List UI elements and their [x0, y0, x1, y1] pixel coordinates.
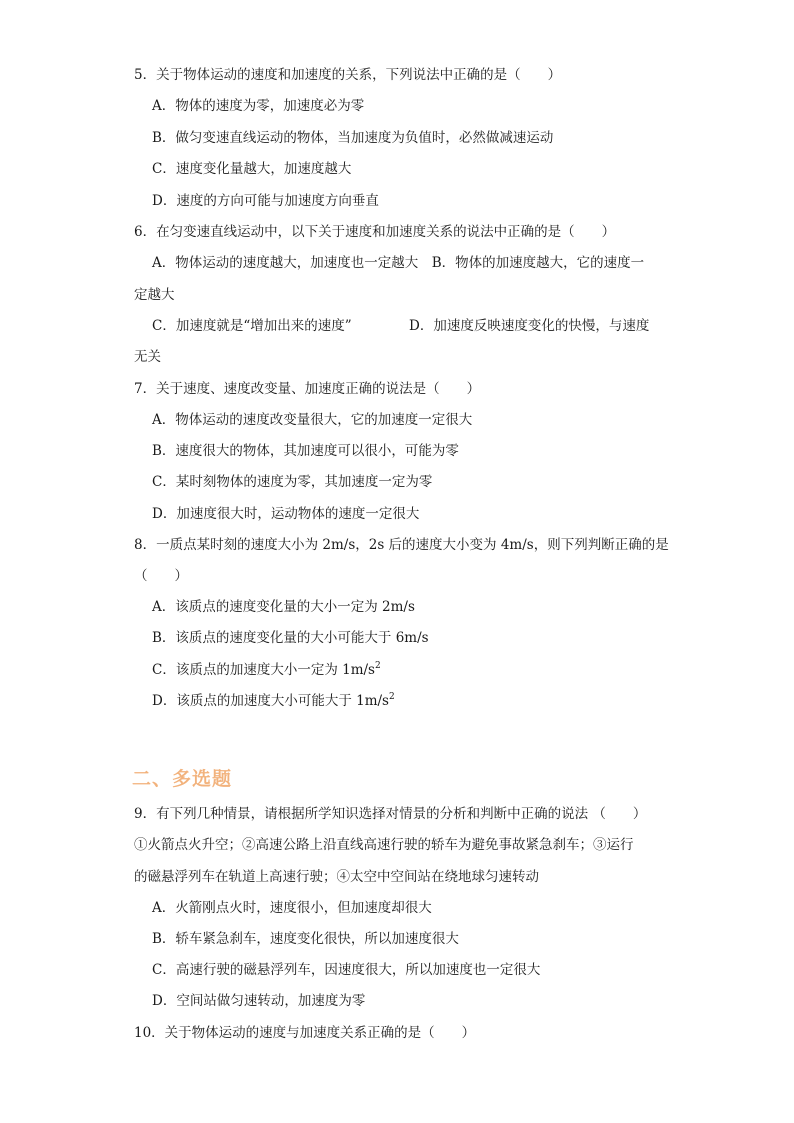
question-7-stem: 7．关于速度、速度改变量、加速度正确的说法是（ ）	[134, 381, 481, 397]
question-6-options-ab-continued: 定越大	[134, 287, 175, 303]
question-10-stem: 10．关于物体运动的速度与加速度关系正确的是（ ）	[134, 1025, 476, 1041]
question-7-option-c: C．某时刻物体的速度为零，其加速度一定为零	[152, 474, 433, 490]
question-9-option-a: A．火箭刚点火时，速度很小，但加速度却很大	[152, 900, 432, 916]
superscript: 2	[375, 661, 381, 671]
question-7-option-d: D．加速度很大时，运动物体的速度一定很大	[152, 506, 420, 522]
question-8-stem-continued: （ ）	[134, 568, 188, 584]
question-6-option-d-continued: 无关	[134, 349, 161, 365]
question-5-stem: 5．关于物体运动的速度和加速度的关系，下列说法中正确的是（ ）	[134, 67, 562, 83]
question-8-option-a: A．该质点的速度变化量的大小一定为 2m/s	[152, 599, 415, 615]
question-6-stem: 6．在匀变速直线运动中，以下关于速度和加速度关系的说法中正确的是（ ）	[134, 224, 616, 240]
question-8-option-d	[152, 692, 395, 710]
question-9-option-d: D．空间站做匀速转动，加速度为零	[152, 993, 366, 1009]
question-5-option-d: D．速度的方向可能与加速度方向垂直	[152, 193, 379, 209]
question-8-option-c-text: C．该质点的加速度大小一定为 1m/s	[152, 662, 375, 678]
question-8-option-b: B．该质点的速度变化量的大小可能大于 6m/s	[152, 630, 429, 646]
question-6-option-d: D．加速度反映速度变化的快慢，与速度	[409, 318, 650, 334]
question-6-option-c: C．加速度就是“增加出来的速度”	[152, 318, 352, 334]
section-heading: 二、多选题	[132, 768, 233, 790]
question-8-stem: 8．一质点某时刻的速度大小为 2m/s，2s 后的速度大小变为 4m/s，则下列判断正确的是	[134, 537, 669, 553]
question-9-option-c: C．高速行驶的磁悬浮列车，因速度很大，所以加速度也一定很大	[152, 962, 541, 978]
question-9-stem: 9．有下列几种情景，请根据所学知识选择对情景的分析和判断中正确的说法 （ ）	[134, 806, 647, 822]
question-7-option-a: A．物体运动的速度改变量很大，它的加速度一定很大	[152, 412, 473, 428]
question-8-option-c	[152, 661, 381, 679]
question-7-option-b: B．速度很大的物体，其加速度可以很小，可能为零	[152, 443, 459, 459]
superscript: 2	[388, 692, 395, 702]
question-8-option-d-text: D．该质点的加速度大小可能大于 1m/s	[152, 693, 389, 709]
question-9-option-b: B．轿车紧急刹车，速度变化很快，所以加速度很大	[152, 931, 459, 947]
question-6-options-ab: A．物体运动的速度越大，加速度也一定越大 B．物体的加速度越大，它的速度一	[152, 255, 645, 271]
question-5-option-c: C．速度变化量越大，加速度越大	[152, 161, 352, 177]
question-9-stem-line-3: 的磁悬浮列车在轨道上高速行驶；④太空中空间站在绕地球匀速转动	[134, 869, 539, 885]
question-9-stem-line-2: ①火箭点火升空；②高速公路上沿直线高速行驶的轿车为避免事故紧急刹车；③运行	[134, 837, 634, 853]
question-5-option-a: A．物体的速度为零，加速度必为零	[152, 98, 365, 114]
question-5-option-b: B．做匀变速直线运动的物体，当加速度为负值时，必然做减速运动	[152, 130, 554, 146]
